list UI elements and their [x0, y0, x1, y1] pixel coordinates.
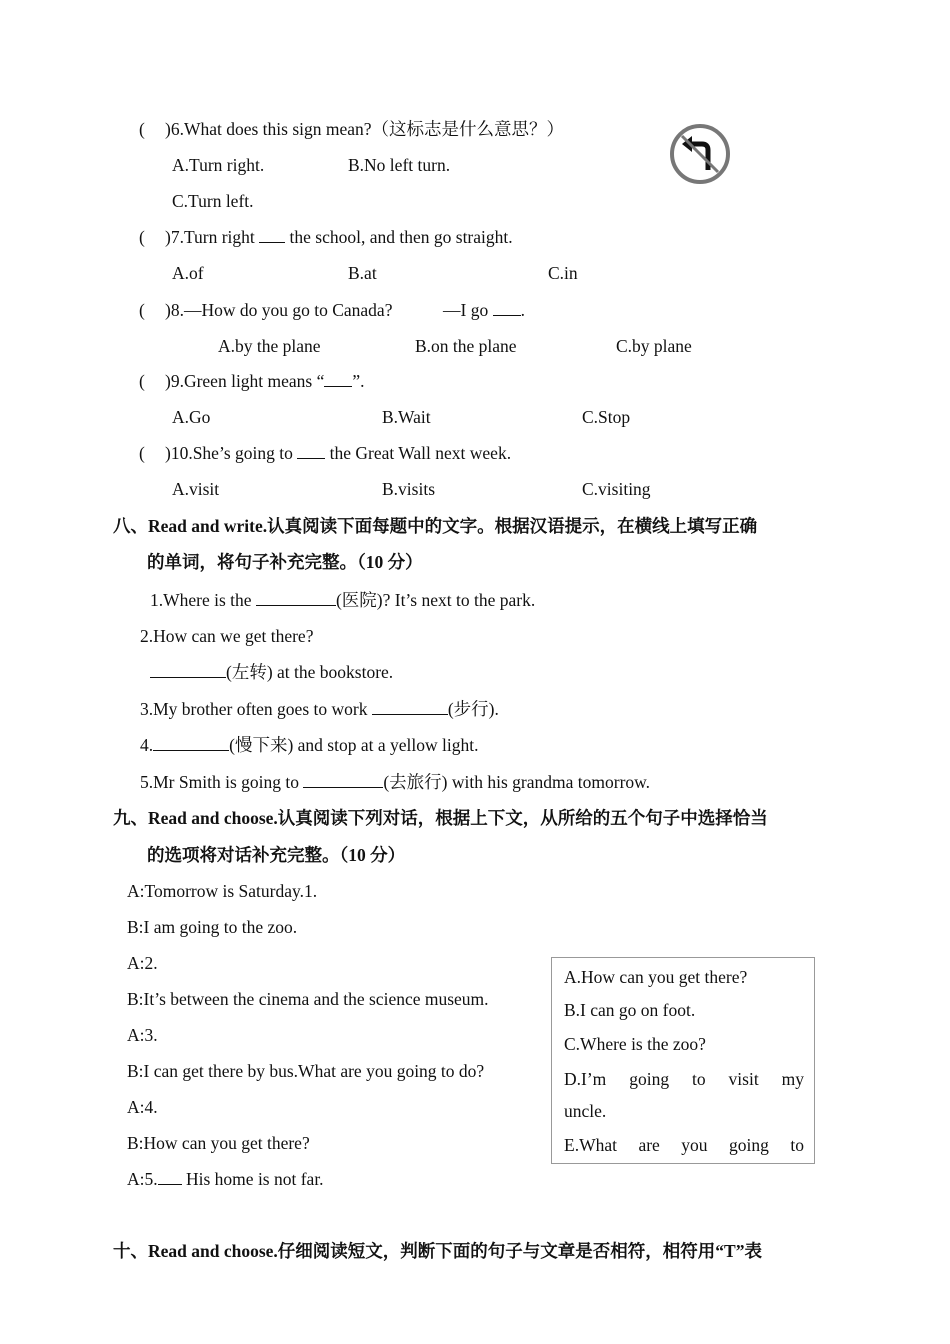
no-left-turn-sign-icon — [668, 122, 732, 186]
dialog-line: A:Tomorrow is Saturday.1. — [127, 881, 318, 901]
q10-option-a[interactable]: A.visit — [172, 479, 220, 499]
q9-option-b[interactable]: B.Wait — [382, 407, 431, 427]
s8-blank-2[interactable] — [150, 661, 226, 678]
q10-option-b[interactable]: B.visits — [382, 479, 436, 499]
dialog-line: A:5. His home is not far. — [127, 1169, 324, 1189]
dialog-line: B:It’s between the cinema and the science museum. — [127, 989, 489, 1009]
section10-title: 十、Read and choose.仔细阅读短文，判断下面的句子与文章是否相符，相符用“T”表 — [113, 1241, 762, 1261]
q8-option-b[interactable]: B.on the plane — [415, 336, 517, 356]
q10-paren[interactable]: ( — [139, 443, 145, 463]
q7-option-c[interactable]: C.in — [548, 263, 578, 283]
section8-title-cont: 的单词，将句子补充完整。（10 分） — [147, 552, 423, 572]
s8-blank-4[interactable] — [153, 734, 229, 751]
dialog-line: A:4. — [127, 1097, 158, 1117]
section8-sentence-2: 2.How can we get there? — [140, 626, 314, 646]
dialog-line: A:2. — [127, 953, 158, 973]
section9-title-cont: 的选项将对话补充完整。（10 分） — [147, 845, 406, 865]
q9-blank[interactable] — [324, 370, 352, 387]
q7-paren[interactable]: ( — [139, 227, 145, 247]
q8-option-c[interactable]: C.by plane — [616, 336, 692, 356]
section8-sentence-3: 3.My brother often goes to work (步行). — [140, 699, 499, 719]
q8-question: )8.—How do you go to Canada? — [165, 300, 393, 320]
section8-sentence-5: 5.Mr Smith is going to (去旅行) with his grandma tomorrow. — [140, 772, 651, 792]
q8-blank[interactable] — [493, 299, 521, 316]
q7-blank[interactable] — [259, 226, 285, 243]
q10-option-c[interactable]: C.visiting — [582, 479, 651, 499]
q6-paren[interactable]: ( — [139, 119, 145, 139]
q8-paren[interactable]: ( — [139, 300, 145, 320]
q6-option-a[interactable]: A.Turn right. — [172, 155, 265, 175]
option-e[interactable]: E.What are you going to — [564, 1135, 804, 1155]
option-a[interactable]: A.How can you get there? — [564, 967, 748, 987]
section8-sentence-4: 4. (慢下来) and stop at a yellow light. — [140, 735, 479, 755]
dialog-line: A:3. — [127, 1025, 158, 1045]
q10-question: )10.She’s going to the Great Wall next week. — [165, 443, 512, 463]
section8-sentence-2b: (左转) at the bookstore. — [150, 660, 393, 684]
dialog-blank-5[interactable] — [158, 1168, 182, 1185]
q10-blank[interactable] — [297, 442, 325, 459]
s8-blank-3[interactable] — [372, 698, 448, 715]
q7-option-a[interactable]: A.of — [172, 263, 204, 283]
q9-option-a[interactable]: A.Go — [172, 407, 211, 427]
section9-title: 九、Read and choose.认真阅读下列对话，根据上下文，从所给的五个句子中选择恰当 — [113, 808, 768, 828]
q9-question: )9.Green light means “ ”. — [165, 371, 365, 391]
q9-option-c[interactable]: C.Stop — [582, 407, 631, 427]
options-box — [551, 957, 815, 1164]
option-d-cont: uncle. — [564, 1101, 607, 1121]
q8-answer: —I go . — [443, 300, 525, 320]
dialog-line: B:I am going to the zoo. — [127, 917, 298, 937]
section8-sentence-1: 1.Where is the (医院)? It’s next to the park. — [150, 590, 536, 610]
s8-blank-5[interactable] — [303, 771, 383, 788]
q7-question: )7.Turn right the school, and then go straight. — [165, 227, 513, 247]
q6-option-c[interactable]: C.Turn left. — [172, 191, 254, 211]
q9-paren[interactable]: ( — [139, 371, 145, 391]
option-c[interactable]: C.Where is the zoo? — [564, 1034, 706, 1054]
option-d[interactable]: D.I’m going to visit my — [564, 1069, 804, 1089]
q7-option-b[interactable]: B.at — [348, 263, 377, 283]
option-b[interactable]: B.I can go on foot. — [564, 1000, 696, 1020]
s8-blank-1[interactable] — [256, 589, 336, 606]
q6-option-b[interactable]: B.No left turn. — [348, 155, 451, 175]
dialog-line: B:How can you get there? — [127, 1133, 310, 1153]
dialog-line: B:I can get there by bus.What are you going to do? — [127, 1061, 485, 1081]
q6-question: )6.What does this sign mean?（这标志是什么意思？） — [165, 119, 565, 139]
section8-title: 八、Read and write.认真阅读下面每题中的文字。根据汉语提示，在横线上填写正确 — [113, 516, 758, 536]
q8-option-a[interactable]: A.by the plane — [218, 336, 321, 356]
